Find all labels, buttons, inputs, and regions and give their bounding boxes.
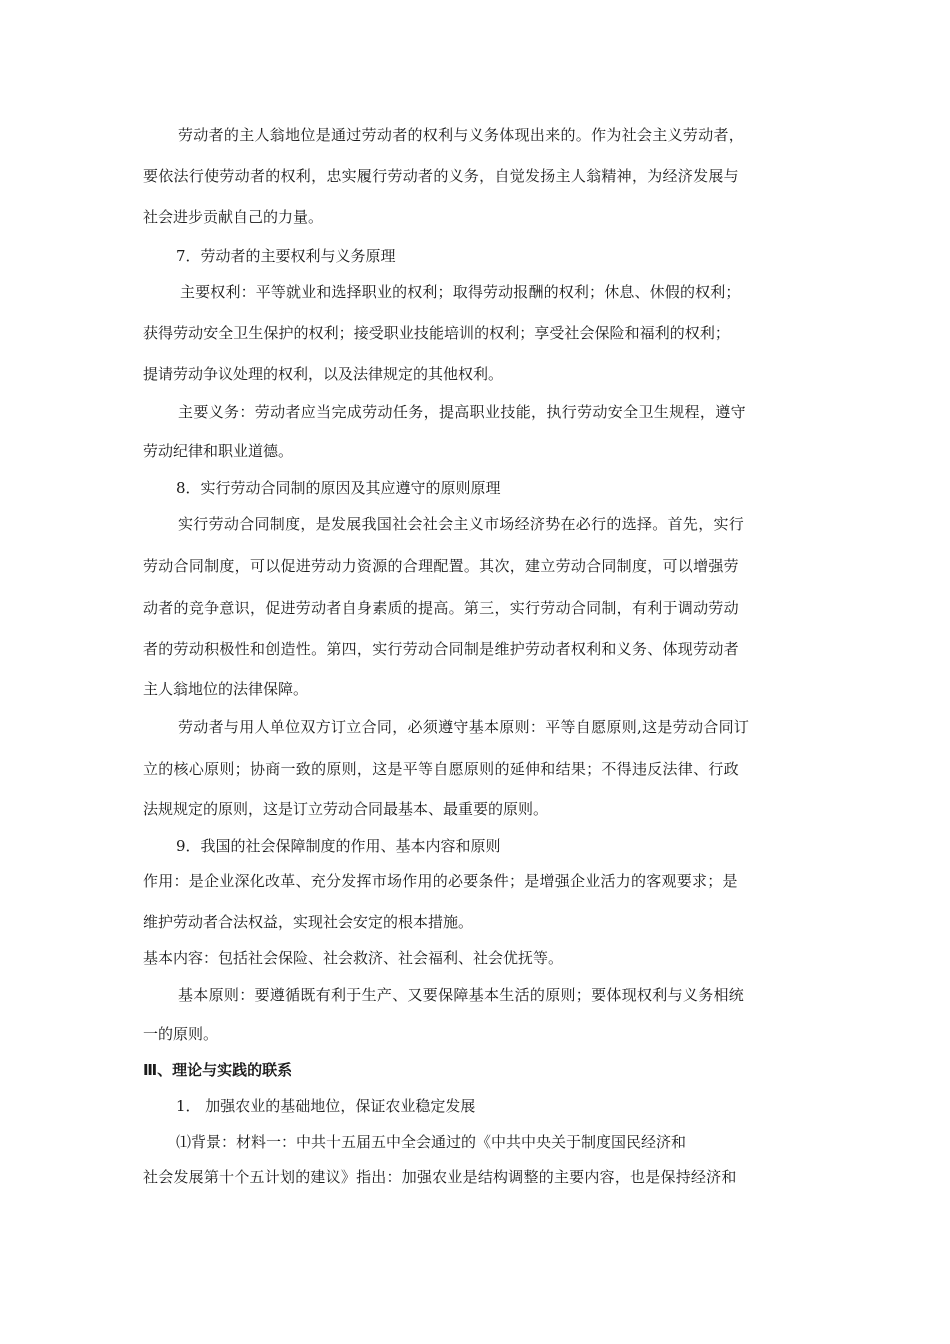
text-line: 主要义务：劳动者应当完成劳动任务，提高职业技能，执行劳动安全卫生规程，遵守 <box>178 403 746 421</box>
section-heading: 7．劳动者的主要权利与义务原理 <box>176 247 396 265</box>
text-line: 作用：是企业深化改革、充分发挥市场作用的必要条件；是增强企业活力的客观要求；是 <box>143 872 738 890</box>
text-line: 社会发展第十个五计划的建议》指出：加强农业是结构调整的主要内容，也是保持经济和 <box>143 1168 737 1186</box>
text-line: ⑴背景：材料一：中共十五届五中全会通过的《中共中央关于制度国民经济和 <box>176 1133 687 1151</box>
text-line: 基本原则：要遵循既有利于生产、又要保障基本生活的原则；要体现权利与义务相统 <box>178 986 745 1004</box>
section-heading: 1． 加强农业的基础地位，保证农业稳定发展 <box>176 1097 476 1115</box>
text-line: 劳动者与用人单位双方订立合同，必须遵守基本原则：平等自愿原则,这是劳动合同订 <box>178 718 750 736</box>
text-line: 要依法行使劳动者的权利，忠实履行劳动者的义务，自觉发扬主人翁精神，为经济发展与 <box>143 167 739 185</box>
text-line: 维护劳动者合法权益，实现社会安定的根本措施。 <box>143 913 474 931</box>
text-line: 获得劳动安全卫生保护的权利；接受职业技能培训的权利；享受社会保险和福利的权利； <box>143 324 730 342</box>
text-line: 劳动纪律和职业道德。 <box>143 442 294 460</box>
text-line: 立的核心原则；协商一致的原则，这是平等自愿原则的延伸和结果；不得违反法律、行政 <box>143 760 739 778</box>
text-line: 主要权利：平等就业和选择职业的权利；取得劳动报酬的权利；休息、休假的权利； <box>180 283 741 301</box>
text-line: 法规规定的原则，这是订立劳动合同最基本、最重要的原则。 <box>143 800 549 818</box>
text-line: 劳动者的主人翁地位是通过劳动者的权利与义务体现出来的。作为社会主义劳动者， <box>178 126 745 144</box>
section-heading: 9．我国的社会保障制度的作用、基本内容和原则 <box>176 837 501 855</box>
text-line: 基本内容：包括社会保险、社会救济、社会福利、社会优抚等。 <box>143 949 564 967</box>
section-title: Ⅲ、理论与实践的联系 <box>143 1061 293 1079</box>
text-line: 主人翁地位的法律保障。 <box>143 680 309 698</box>
text-line: 动者的竞争意识，促进劳动者自身素质的提高。第三，实行劳动合同制，有利于调动劳动 <box>143 599 739 617</box>
text-line: 实行劳动合同制度，是发展我国社会社会主义市场经济势在必行的选择。首先，实行 <box>178 515 745 533</box>
text-line: 者的劳动积极性和创造性。第四，实行劳动合同制是维护劳动者权利和义务、体现劳动者 <box>143 640 739 658</box>
text-line: 劳动合同制度，可以促进劳动力资源的合理配置。其次，建立劳动合同制度，可以增强劳 <box>143 557 739 575</box>
text-line: 提请劳动争议处理的权利，以及法律规定的其他权利。 <box>143 365 504 383</box>
text-line: 一的原则。 <box>143 1025 219 1043</box>
section-heading: 8．实行劳动合同制的原因及其应遵守的原则原理 <box>176 479 501 497</box>
text-line: 社会进步贡献自己的力量。 <box>143 208 324 226</box>
